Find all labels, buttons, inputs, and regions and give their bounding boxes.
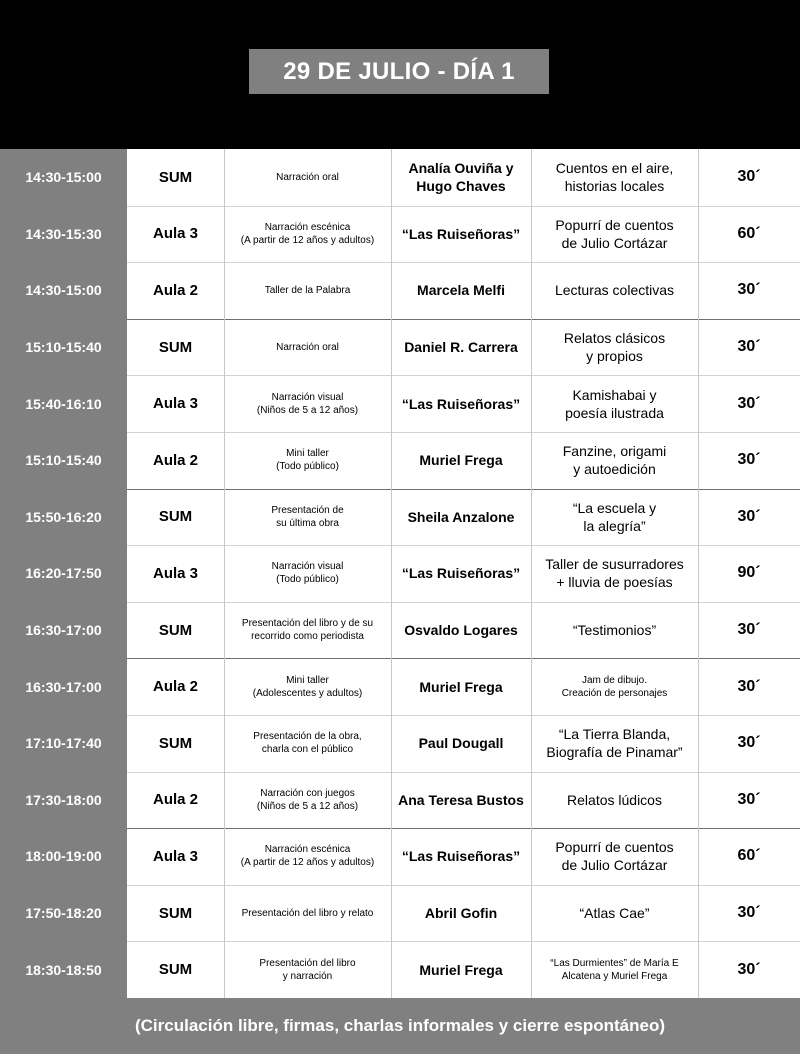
schedule-row [0, 658, 800, 715]
title-cell: Lecturas colectivas [554, 282, 675, 299]
title-cell: “La escuela y la alegría” [572, 499, 657, 534]
room-cell: Aula 2 [152, 281, 198, 299]
time-cell: 16:30-17:00 [25, 678, 102, 695]
room-cell: Aula 2 [152, 678, 198, 696]
guest-cell: Abril Gofin [424, 905, 498, 922]
guest-cell: Muriel Frega [419, 678, 503, 695]
guest-cell: Daniel R. Carrera [404, 339, 518, 356]
row-divider [127, 772, 800, 773]
activity-cell: Mini taller (Adolescentes y adultos) [252, 674, 363, 699]
schedule-row [0, 772, 800, 829]
title-cell: “La Tierra Blanda, Biografía de Pinamar” [546, 726, 683, 761]
row-divider [127, 941, 800, 942]
guest-cell: Muriel Frega [419, 452, 503, 469]
duration-cell: 30´ [737, 507, 761, 525]
duration-cell: 30´ [737, 734, 761, 752]
time-cell: 16:30-17:00 [25, 622, 102, 639]
duration-cell: 30´ [737, 394, 761, 412]
title-cell: Popurrí de cuentos de Julio Cortázar [555, 839, 674, 874]
row-divider [127, 489, 800, 490]
title-cell: Jam de dibujo. Creación de personajes [561, 674, 668, 699]
guest-cell: “Las Ruiseñoras” [401, 225, 521, 242]
duration-cell: 60´ [737, 847, 761, 865]
schedule-row [0, 828, 800, 885]
title-cell: Relatos lúdicos [567, 791, 662, 808]
title-cell: Kamishabai y poesía ilustrada [565, 386, 664, 421]
activity-cell: Narración visual (Niños de 5 a 12 años) [256, 391, 359, 416]
column-divider [391, 149, 392, 998]
title-cell: Popurrí de cuentos de Julio Cortázar [555, 216, 674, 251]
row-divider [127, 658, 800, 659]
row-divider [127, 885, 800, 886]
time-cell: 15:10-15:40 [25, 452, 102, 469]
duration-cell: 30´ [737, 621, 761, 639]
schedule-row [0, 941, 800, 998]
room-cell: Aula 2 [152, 451, 198, 469]
duration-cell: 30´ [737, 168, 761, 186]
duration-cell: 30´ [737, 960, 761, 978]
schedule-row [0, 602, 800, 659]
time-cell: 14:30-15:00 [25, 282, 102, 299]
guest-cell: Ana Teresa Bustos [398, 791, 524, 808]
activity-cell: Narración con juegos (Niños de 5 a 12 años) [256, 787, 359, 812]
duration-cell: 30´ [737, 281, 761, 299]
activity-cell: Narración escénica (A partir de 12 años y adultos) [240, 221, 375, 246]
guest-cell: Osvaldo Logares [404, 622, 518, 639]
schedule-row [0, 432, 800, 489]
time-cell: 17:50-18:20 [25, 905, 102, 922]
row-divider [127, 545, 800, 546]
row-divider [127, 319, 800, 320]
schedule-row [0, 545, 800, 602]
time-cell: 17:30-18:00 [25, 791, 102, 808]
schedule-row [0, 885, 800, 942]
guest-cell: Analía Ouviña y Hugo Chaves [408, 160, 514, 195]
duration-cell: 30´ [737, 451, 761, 469]
time-cell: 15:10-15:40 [25, 339, 102, 356]
title-cell: “Las Durmientes” de María E Alcatena y Muriel Frega [550, 957, 679, 982]
row-divider [127, 602, 800, 603]
column-divider [698, 149, 699, 998]
schedule-row [0, 375, 800, 432]
column-divider [531, 149, 532, 998]
room-cell: SUM [158, 508, 193, 526]
room-cell: Aula 3 [152, 395, 198, 413]
activity-cell: Presentación del libro y de su recorrido como periodista [241, 618, 374, 643]
time-cell: 15:40-16:10 [25, 395, 102, 412]
guest-cell: Marcela Melfi [417, 282, 505, 299]
row-divider [127, 715, 800, 716]
duration-cell: 30´ [737, 904, 761, 922]
page-title: 29 DE JULIO - DÍA 1 [249, 49, 549, 94]
row-divider [127, 432, 800, 433]
time-cell: 14:30-15:00 [25, 169, 102, 186]
time-cell: 15:50-16:20 [25, 508, 102, 525]
schedule-row [0, 206, 800, 263]
schedule-row [0, 262, 800, 319]
activity-cell: Mini taller (Todo público) [276, 448, 339, 473]
row-divider [127, 375, 800, 376]
room-cell: Aula 3 [152, 225, 198, 243]
activity-cell: Presentación de su última obra [271, 504, 344, 529]
activity-cell: Narración escénica (A partir de 12 años y adultos) [240, 844, 375, 869]
room-cell: SUM [158, 338, 193, 356]
row-divider [127, 206, 800, 207]
activity-cell: Narración visual (Todo público) [271, 561, 344, 586]
guest-cell: Sheila Anzalone [407, 508, 515, 525]
room-cell: Aula 2 [152, 791, 198, 809]
duration-cell: 30´ [737, 677, 761, 695]
room-cell: Aula 3 [152, 847, 198, 865]
time-cell: 18:00-19:00 [25, 848, 102, 865]
duration-cell: 90´ [737, 564, 761, 582]
time-cell: 17:10-17:40 [25, 735, 102, 752]
time-cell: 16:20-17:50 [25, 565, 102, 582]
title-cell: Fanzine, origami y autoedición [562, 443, 667, 478]
activity-cell: Taller de la Palabra [264, 284, 351, 296]
activity-cell: Narración oral [276, 341, 339, 353]
header [0, 0, 800, 149]
duration-cell: 30´ [737, 338, 761, 356]
title-cell: Relatos clásicos y propios [563, 330, 666, 365]
room-cell: SUM [158, 168, 193, 186]
guest-cell: Muriel Frega [419, 961, 503, 978]
title-cell: “Atlas Cae” [579, 905, 650, 922]
schedule-row [0, 489, 800, 546]
activity-cell: Narración oral [276, 171, 339, 183]
title-cell: Cuentos en el aire, historias locales [555, 160, 674, 195]
duration-cell: 60´ [737, 224, 761, 242]
room-cell: Aula 3 [152, 564, 198, 582]
room-cell: SUM [158, 961, 193, 979]
guest-cell: “Las Ruiseñoras” [401, 848, 521, 865]
schedule-row [0, 319, 800, 376]
title-cell: Taller de susurradores + lluvia de poesías [545, 556, 684, 591]
guest-cell: “Las Ruiseñoras” [401, 395, 521, 412]
guest-cell: “Las Ruiseñoras” [401, 565, 521, 582]
schedule-row [0, 715, 800, 772]
guest-cell: Paul Dougall [418, 735, 504, 752]
duration-cell: 30´ [737, 790, 761, 808]
row-divider [127, 828, 800, 829]
time-cell: 18:30-18:50 [25, 961, 102, 978]
time-cell: 14:30-15:30 [25, 225, 102, 242]
schedule-row [0, 149, 800, 206]
room-cell: SUM [158, 734, 193, 752]
activity-cell: Presentación del libro y relato [241, 907, 374, 919]
title-cell: “Testimonios” [572, 622, 657, 639]
column-divider [224, 149, 225, 998]
row-divider [127, 262, 800, 263]
room-cell: SUM [158, 621, 193, 639]
activity-cell: Presentación de la obra, charla con el público [253, 731, 362, 756]
activity-cell: Presentación del libro y narración [259, 957, 356, 982]
footer-note: (Circulación libre, firmas, charlas informales y cierre espontáneo) [0, 998, 800, 1054]
room-cell: SUM [158, 904, 193, 922]
